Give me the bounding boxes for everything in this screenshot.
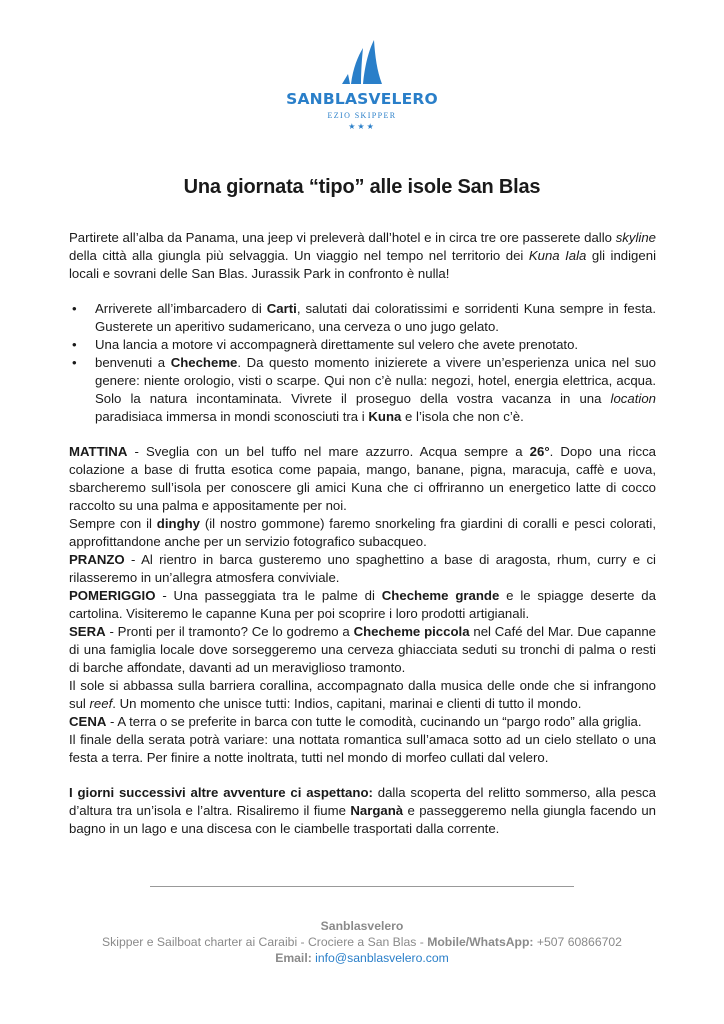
footer-company: Sanblasvelero [320, 919, 404, 933]
finale-paragraph: Il finale della serata potrà variare: una nottata romantica sull’amaca sotto ad un cielo stellato o una festa a terra. Per finire a notte inoltrata, tutti nel mondo di morfeo cullati dal velero. [69, 732, 656, 765]
footer-divider [150, 886, 574, 887]
cena-paragraph: CENA - A terra o se preferite in barca con tutte le comodità, cucinando un “pargo rodo” alla griglia. [69, 714, 642, 729]
brand-name: SANBLASVELERO [286, 90, 438, 108]
email-link[interactable]: info@sanblasvelero.com [315, 951, 449, 965]
dinghy-paragraph: Sempre con il dinghy (il nostro gommone) faremo snorkeling fra giardini di coralli e pesci colorati, approfittandone anche per un servizio fotografico subacqueo. [69, 516, 656, 549]
pranzo-paragraph: PRANZO - Al rientro in barca gusteremo uno spaghettino a base di aragosta, rhum, curry e ci rilasseremo in un’allegra atmosfera conviviale. [69, 552, 656, 585]
sole-paragraph: Il sole si abbassa sulla barriera corallina, accompagnato dalla musica delle onde che si infrangono sul reef. Un momento che unisce tutti: Indios, capitani, marinai e clienti di tutto il mondo. [69, 678, 656, 711]
brand-subtitle: EZIO SKIPPER [327, 111, 397, 120]
list-item: • Una lancia a motore vi accompagnerà direttamente sul velero che avete prenotato. [95, 336, 656, 354]
footer-phone: +507 60866702 [533, 935, 622, 949]
intro-paragraph: Partirete all’alba da Panama, una jeep vi preleverà dall’hotel e in circa tre ore passerete dallo skyline della città alla giungla più selvaggia. Un viaggio nel tempo nel territorio dei Kuna Iala gli indigeni locali e sovrani delle San Blas. Jurassik Park in confronto è nulla! [69, 230, 656, 281]
footer-email-line: Email: info@sanblasvelero.com [275, 951, 449, 965]
document-body [69, 229, 656, 838]
list-item: • benvenuti a Checheme. Da questo momento inizierete a vivere un’esperienza unica nel suo genere: niente orologio, visti o scarpe. Qui non c’è nulla: negozi, hotel, energia elettrica, acqua. Solo la natura incontaminata. Vivrete il proseguo della vostra vacanza in una location paradisiaca immersa in mondi sconosciuti tra i Kuna e l’isola che non c’è. [95, 354, 656, 426]
list-item: • Arriverete all’imbarcadero di Carti, salutati dai coloratissimi e sorridenti Kuna sempre in festa. Gusterete un aperitivo sudamericano, una cerveza o uno jugo gelato. [95, 300, 656, 336]
next-days-paragraph: I giorni successivi altre avventure ci aspettano: dalla scoperta del relitto sommerso, alla pesca d’altura tra un’isola e l’altra. Risaliremo il fiume Narganà e passeggeremo nella giungla facendo un bagno in un lago e una discesa con le ciambelle trasportati dalla corrente. [69, 785, 656, 836]
footer [0, 918, 724, 966]
footer-tagline-line: Skipper e Sailboat charter ai Caraibi - Crociere a San Blas - Mobile/WhatsApp: +507 60866702 [102, 935, 622, 949]
mattina-paragraph: MATTINA - Sveglia con un bel tuffo nel mare azzurro. Acqua sempre a 26°. Dopo una ricca colazione a base di frutta esotica come papaia, mango, banane, pigna, maracuja, caffè e uova, sbarcheremo sull’isola per conoscere gli amici Kuna che ci offriranno un energetico latte di cocco raccolto su una palma e appositamente per noi. [69, 444, 656, 513]
sera-paragraph: SERA - Pronti per il tramonto? Ce lo godremo a Checheme piccola nel Café del Mar. Due capanne di una famiglia locale dove sorseggeremo una cerveza ghiacciata seduti su tronchi di palma o resti di barche affondate, davanti ad un meraviglioso tramonto. [69, 624, 656, 675]
bullet-list [69, 300, 656, 426]
page-title: Una giornata “tipo” alle isole San Blas [183, 176, 541, 198]
pomeriggio-paragraph: POMERIGGIO - Una passeggiata tra le palme di Checheme grande e le spiagge deserte da cartolina. Visiteremo le capanne Kuna per poi scoprire i loro prodotti artigianali. [69, 588, 656, 621]
brand-stars: ★★★ [348, 122, 376, 131]
sailboat-logo-icon [322, 38, 402, 88]
logo [0, 38, 724, 131]
